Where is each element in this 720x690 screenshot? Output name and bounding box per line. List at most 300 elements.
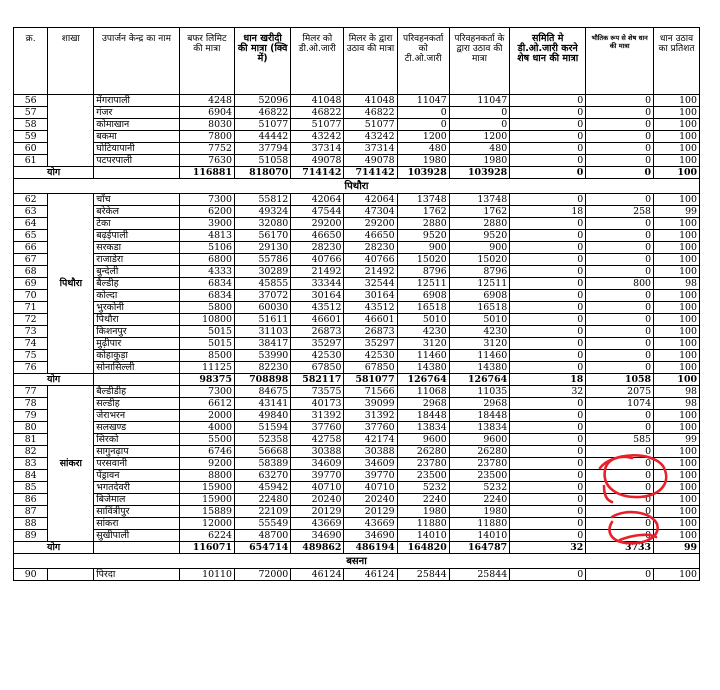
cell-purchase: 84675 bbox=[234, 386, 290, 398]
cell-remaining-do: 0 bbox=[510, 410, 586, 422]
cell-buffer-limit: 7752 bbox=[179, 143, 234, 155]
cell-lifting-percent: 100 bbox=[654, 569, 700, 581]
cell-physical-balance: 0 bbox=[586, 194, 654, 206]
cell-remaining-do: 0 bbox=[510, 482, 586, 494]
cell-transporter-to: 5010 bbox=[397, 314, 449, 326]
table-row bbox=[14, 530, 700, 542]
cell-buffer-limit: 8030 bbox=[179, 119, 234, 131]
cell-serial: 81 bbox=[14, 434, 48, 446]
cell-lifting-percent: 100 bbox=[654, 326, 700, 338]
cell-branch: सांकरा bbox=[48, 386, 94, 542]
table-row bbox=[14, 155, 700, 167]
cell-miller-lifting: 29200 bbox=[344, 218, 397, 230]
cell-serial: 88 bbox=[14, 518, 48, 530]
cell-physical-balance: 0 bbox=[586, 458, 654, 470]
cell-centre: पिरदा bbox=[94, 569, 179, 581]
cell-miller-lifting: 31392 bbox=[344, 410, 397, 422]
cell-physical-balance: 0 bbox=[586, 218, 654, 230]
cell-lifting-percent: 100 bbox=[654, 410, 700, 422]
total-purchase: 818070 bbox=[234, 167, 290, 179]
cell-centre: कोमाखान bbox=[94, 119, 179, 131]
cell-miller-do: 34609 bbox=[291, 458, 344, 470]
cell-lifting-percent: 100 bbox=[654, 230, 700, 242]
cell-purchase: 51611 bbox=[234, 314, 290, 326]
cell-serial: 72 bbox=[14, 314, 48, 326]
cell-transporter-lifting: 0 bbox=[449, 107, 509, 119]
cell-remaining-do: 0 bbox=[510, 254, 586, 266]
cell-miller-lifting: 46822 bbox=[344, 107, 397, 119]
table-row bbox=[14, 302, 700, 314]
cell-remaining-do: 0 bbox=[510, 107, 586, 119]
cell-remaining-do: 0 bbox=[510, 362, 586, 374]
cell-miller-lifting: 35297 bbox=[344, 338, 397, 350]
cell-buffer-limit: 11125 bbox=[179, 362, 234, 374]
cell-serial: 74 bbox=[14, 338, 48, 350]
cell-miller-lifting: 39099 bbox=[344, 398, 397, 410]
cell-miller-lifting: 20129 bbox=[344, 506, 397, 518]
cell-centre: पेंड्रावन bbox=[94, 470, 179, 482]
cell-serial: 73 bbox=[14, 326, 48, 338]
cell-physical-balance: 0 bbox=[586, 314, 654, 326]
cell-physical-balance: 0 bbox=[586, 95, 654, 107]
table-row bbox=[14, 206, 700, 218]
cell-physical-balance: 0 bbox=[586, 326, 654, 338]
cell-miller-lifting: 37760 bbox=[344, 422, 397, 434]
table-row bbox=[14, 107, 700, 119]
cell-lifting-percent: 100 bbox=[654, 266, 700, 278]
cell-transporter-lifting: 25844 bbox=[449, 569, 509, 581]
cell-lifting-percent: 100 bbox=[654, 119, 700, 131]
cell-transporter-lifting: 1200 bbox=[449, 131, 509, 143]
table-row bbox=[14, 470, 700, 482]
total-miller-lifting: 486194 bbox=[344, 542, 397, 554]
table-row bbox=[14, 254, 700, 266]
cell-transporter-to: 25844 bbox=[397, 569, 449, 581]
cell-transporter-to: 1200 bbox=[397, 131, 449, 143]
cell-miller-do: 51077 bbox=[291, 119, 344, 131]
cell-miller-lifting: 46601 bbox=[344, 314, 397, 326]
cell-transporter-to: 11460 bbox=[397, 350, 449, 362]
cell-buffer-limit: 3900 bbox=[179, 218, 234, 230]
cell-miller-do: 34690 bbox=[291, 530, 344, 542]
table-row bbox=[14, 230, 700, 242]
total-transporter-lifting: 103928 bbox=[449, 167, 509, 179]
cell-purchase: 46822 bbox=[234, 107, 290, 119]
table-row bbox=[14, 131, 700, 143]
total-blank bbox=[94, 167, 179, 179]
cell-buffer-limit: 5015 bbox=[179, 326, 234, 338]
cell-buffer-limit: 6904 bbox=[179, 107, 234, 119]
cell-transporter-lifting: 26280 bbox=[449, 446, 509, 458]
col-header-buffer-limit: बफर लिमिट की मात्रा bbox=[179, 28, 234, 95]
cell-purchase: 51058 bbox=[234, 155, 290, 167]
cell-serial: 68 bbox=[14, 266, 48, 278]
table-row bbox=[14, 119, 700, 131]
cell-physical-balance: 0 bbox=[586, 362, 654, 374]
cell-transporter-lifting: 13748 bbox=[449, 194, 509, 206]
cell-transporter-to: 15020 bbox=[397, 254, 449, 266]
cell-transporter-to: 9520 bbox=[397, 230, 449, 242]
cell-remaining-do: 0 bbox=[510, 290, 586, 302]
cell-lifting-percent: 98 bbox=[654, 386, 700, 398]
table-row bbox=[14, 362, 700, 374]
cell-lifting-percent: 100 bbox=[654, 518, 700, 530]
cell-transporter-to: 900 bbox=[397, 242, 449, 254]
cell-transporter-to: 18448 bbox=[397, 410, 449, 422]
cell-miller-do: 42758 bbox=[291, 434, 344, 446]
cell-purchase: 72000 bbox=[234, 569, 290, 581]
cell-miller-lifting: 46650 bbox=[344, 230, 397, 242]
total-miller-do: 489862 bbox=[291, 542, 344, 554]
cell-centre: सलखण्ड bbox=[94, 422, 179, 434]
cell-centre: सरकडा bbox=[94, 242, 179, 254]
cell-transporter-to: 11880 bbox=[397, 518, 449, 530]
cell-physical-balance: 0 bbox=[586, 302, 654, 314]
cell-miller-lifting: 71566 bbox=[344, 386, 397, 398]
cell-physical-balance: 800 bbox=[586, 278, 654, 290]
cell-centre: मुढ़ीपार bbox=[94, 338, 179, 350]
cell-transporter-lifting: 11460 bbox=[449, 350, 509, 362]
cell-transporter-lifting: 2240 bbox=[449, 494, 509, 506]
cell-transporter-to: 1980 bbox=[397, 506, 449, 518]
table-header bbox=[14, 28, 700, 95]
cell-remaining-do: 0 bbox=[510, 458, 586, 470]
total-miller-lifting: 714142 bbox=[344, 167, 397, 179]
table-row bbox=[14, 446, 700, 458]
cell-purchase: 82230 bbox=[234, 362, 290, 374]
cell-transporter-lifting: 9600 bbox=[449, 434, 509, 446]
cell-buffer-limit: 6612 bbox=[179, 398, 234, 410]
cell-physical-balance: 0 bbox=[586, 155, 654, 167]
cell-lifting-percent: 100 bbox=[654, 155, 700, 167]
cell-purchase: 45942 bbox=[234, 482, 290, 494]
cell-centre: परसवानी bbox=[94, 458, 179, 470]
cell-purchase: 38417 bbox=[234, 338, 290, 350]
cell-miller-do: 33344 bbox=[291, 278, 344, 290]
cell-remaining-do: 18 bbox=[510, 206, 586, 218]
cell-buffer-limit: 5106 bbox=[179, 242, 234, 254]
cell-transporter-lifting: 3120 bbox=[449, 338, 509, 350]
cell-physical-balance: 0 bbox=[586, 242, 654, 254]
cell-miller-lifting: 42174 bbox=[344, 434, 397, 446]
cell-transporter-to: 9600 bbox=[397, 434, 449, 446]
cell-buffer-limit: 7300 bbox=[179, 386, 234, 398]
cell-remaining-do: 0 bbox=[510, 434, 586, 446]
cell-centre: भुरकोनी bbox=[94, 302, 179, 314]
cell-branch: पिथौरा bbox=[48, 194, 94, 374]
cell-centre: घोटियापानी bbox=[94, 143, 179, 155]
cell-purchase: 52096 bbox=[234, 95, 290, 107]
cell-purchase: 58389 bbox=[234, 458, 290, 470]
section-title: बसना bbox=[14, 554, 700, 569]
total-remaining-do: 18 bbox=[510, 374, 586, 386]
cell-transporter-to: 14010 bbox=[397, 530, 449, 542]
cell-purchase: 31103 bbox=[234, 326, 290, 338]
total-physical-balance: 3733 bbox=[586, 542, 654, 554]
cell-buffer-limit: 6224 bbox=[179, 530, 234, 542]
cell-branch bbox=[48, 569, 94, 581]
cell-lifting-percent: 100 bbox=[654, 446, 700, 458]
cell-serial: 76 bbox=[14, 362, 48, 374]
cell-buffer-limit: 7800 bbox=[179, 131, 234, 143]
cell-transporter-to: 12511 bbox=[397, 278, 449, 290]
cell-serial: 75 bbox=[14, 350, 48, 362]
table-row bbox=[14, 218, 700, 230]
total-buffer-limit: 116071 bbox=[179, 542, 234, 554]
cell-buffer-limit: 7300 bbox=[179, 194, 234, 206]
cell-physical-balance: 0 bbox=[586, 422, 654, 434]
cell-miller-lifting: 40766 bbox=[344, 254, 397, 266]
cell-serial: 82 bbox=[14, 446, 48, 458]
cell-lifting-percent: 100 bbox=[654, 362, 700, 374]
cell-buffer-limit: 12000 bbox=[179, 518, 234, 530]
cell-miller-do: 42530 bbox=[291, 350, 344, 362]
cell-miller-do: 21492 bbox=[291, 266, 344, 278]
cell-buffer-limit: 10800 bbox=[179, 314, 234, 326]
cell-transporter-lifting: 14380 bbox=[449, 362, 509, 374]
cell-serial: 57 bbox=[14, 107, 48, 119]
col-header-transporter-lifting: परिवहनकर्ता के द्वारा उठाव की मात्रा bbox=[449, 28, 509, 95]
cell-lifting-percent: 99 bbox=[654, 434, 700, 446]
cell-purchase: 51594 bbox=[234, 422, 290, 434]
cell-purchase: 55549 bbox=[234, 518, 290, 530]
cell-remaining-do: 0 bbox=[510, 194, 586, 206]
cell-serial: 67 bbox=[14, 254, 48, 266]
cell-lifting-percent: 100 bbox=[654, 242, 700, 254]
cell-miller-do: 39770 bbox=[291, 470, 344, 482]
total-transporter-lifting: 164787 bbox=[449, 542, 509, 554]
cell-purchase: 56170 bbox=[234, 230, 290, 242]
cell-serial: 86 bbox=[14, 494, 48, 506]
cell-transporter-lifting: 1762 bbox=[449, 206, 509, 218]
cell-remaining-do: 0 bbox=[510, 242, 586, 254]
cell-miller-lifting: 34609 bbox=[344, 458, 397, 470]
cell-miller-do: 43242 bbox=[291, 131, 344, 143]
cell-transporter-lifting: 11047 bbox=[449, 95, 509, 107]
cell-remaining-do: 0 bbox=[510, 530, 586, 542]
cell-serial: 69 bbox=[14, 278, 48, 290]
cell-physical-balance: 0 bbox=[586, 290, 654, 302]
cell-serial: 65 bbox=[14, 230, 48, 242]
cell-centre: बकमा bbox=[94, 131, 179, 143]
cell-transporter-to: 6908 bbox=[397, 290, 449, 302]
total-remaining-do: 0 bbox=[510, 167, 586, 179]
section-header-row bbox=[14, 554, 700, 569]
cell-miller-lifting: 46124 bbox=[344, 569, 397, 581]
cell-miller-do: 67850 bbox=[291, 362, 344, 374]
cell-transporter-lifting: 2880 bbox=[449, 218, 509, 230]
cell-remaining-do: 0 bbox=[510, 422, 586, 434]
total-buffer-limit: 98375 bbox=[179, 374, 234, 386]
total-row bbox=[14, 542, 700, 554]
cell-transporter-to: 16518 bbox=[397, 302, 449, 314]
total-miller-do: 714142 bbox=[291, 167, 344, 179]
cell-miller-lifting: 67850 bbox=[344, 362, 397, 374]
cell-transporter-lifting: 14010 bbox=[449, 530, 509, 542]
paddy-procurement-table bbox=[13, 27, 700, 581]
cell-serial: 59 bbox=[14, 131, 48, 143]
cell-purchase: 37072 bbox=[234, 290, 290, 302]
cell-purchase: 48700 bbox=[234, 530, 290, 542]
cell-miller-lifting: 42064 bbox=[344, 194, 397, 206]
cell-purchase: 29130 bbox=[234, 242, 290, 254]
cell-miller-lifting: 43242 bbox=[344, 131, 397, 143]
cell-buffer-limit: 4000 bbox=[179, 422, 234, 434]
cell-lifting-percent: 100 bbox=[654, 350, 700, 362]
cell-centre: पटपरपाली bbox=[94, 155, 179, 167]
cell-transporter-to: 26280 bbox=[397, 446, 449, 458]
table-row bbox=[14, 506, 700, 518]
cell-transporter-lifting: 1980 bbox=[449, 155, 509, 167]
cell-buffer-limit: 2000 bbox=[179, 410, 234, 422]
cell-transporter-lifting: 900 bbox=[449, 242, 509, 254]
cell-remaining-do: 0 bbox=[510, 314, 586, 326]
cell-miller-lifting: 37314 bbox=[344, 143, 397, 155]
cell-remaining-do: 0 bbox=[510, 350, 586, 362]
col-header-centre: उपार्जन केन्द्र का नाम bbox=[94, 28, 179, 95]
cell-remaining-do: 0 bbox=[510, 95, 586, 107]
cell-purchase: 44442 bbox=[234, 131, 290, 143]
cell-transporter-lifting: 9520 bbox=[449, 230, 509, 242]
cell-physical-balance: 0 bbox=[586, 119, 654, 131]
cell-physical-balance: 1074 bbox=[586, 398, 654, 410]
cell-centre: भगतदेवरी bbox=[94, 482, 179, 494]
cell-buffer-limit: 6200 bbox=[179, 206, 234, 218]
col-header-serial: क्र. bbox=[14, 28, 48, 95]
cell-centre: बढ़ईपाली bbox=[94, 230, 179, 242]
table-row bbox=[14, 422, 700, 434]
cell-purchase: 51077 bbox=[234, 119, 290, 131]
cell-physical-balance: 0 bbox=[586, 470, 654, 482]
cell-transporter-lifting: 0 bbox=[449, 119, 509, 131]
cell-remaining-do: 32 bbox=[510, 386, 586, 398]
cell-centre: सागुनढ़ाप bbox=[94, 446, 179, 458]
cell-lifting-percent: 100 bbox=[654, 290, 700, 302]
document-page bbox=[13, 27, 700, 581]
table-row bbox=[14, 314, 700, 326]
cell-miller-do: 30164 bbox=[291, 290, 344, 302]
cell-miller-lifting: 39770 bbox=[344, 470, 397, 482]
cell-serial: 83 bbox=[14, 458, 48, 470]
cell-transporter-to: 0 bbox=[397, 107, 449, 119]
section-header-row bbox=[14, 179, 700, 194]
table-row bbox=[14, 398, 700, 410]
cell-miller-do: 73575 bbox=[291, 386, 344, 398]
cell-transporter-to: 23780 bbox=[397, 458, 449, 470]
cell-serial: 66 bbox=[14, 242, 48, 254]
col-header-physical-balance: भौतिक रूप से शेष धान की मात्रा bbox=[586, 28, 654, 95]
cell-physical-balance: 0 bbox=[586, 506, 654, 518]
cell-miller-do: 26873 bbox=[291, 326, 344, 338]
cell-transporter-to: 2880 bbox=[397, 218, 449, 230]
cell-miller-lifting: 42530 bbox=[344, 350, 397, 362]
total-row bbox=[14, 167, 700, 179]
cell-lifting-percent: 100 bbox=[654, 494, 700, 506]
table-row bbox=[14, 326, 700, 338]
table-row bbox=[14, 95, 700, 107]
cell-purchase: 49324 bbox=[234, 206, 290, 218]
cell-transporter-lifting: 13834 bbox=[449, 422, 509, 434]
cell-serial: 80 bbox=[14, 422, 48, 434]
total-physical-balance: 1058 bbox=[586, 374, 654, 386]
cell-miller-lifting: 49078 bbox=[344, 155, 397, 167]
cell-serial: 64 bbox=[14, 218, 48, 230]
cell-transporter-to: 2240 bbox=[397, 494, 449, 506]
cell-transporter-to: 8796 bbox=[397, 266, 449, 278]
cell-lifting-percent: 100 bbox=[654, 194, 700, 206]
cell-miller-do: 43669 bbox=[291, 518, 344, 530]
section-title: पिथौरा bbox=[14, 179, 700, 194]
table-row bbox=[14, 338, 700, 350]
cell-centre: सुखीपाली bbox=[94, 530, 179, 542]
table-row bbox=[14, 350, 700, 362]
cell-physical-balance: 0 bbox=[586, 230, 654, 242]
cell-lifting-percent: 99 bbox=[654, 206, 700, 218]
cell-purchase: 63270 bbox=[234, 470, 290, 482]
cell-buffer-limit: 15889 bbox=[179, 506, 234, 518]
cell-physical-balance: 0 bbox=[586, 266, 654, 278]
cell-transporter-to: 5232 bbox=[397, 482, 449, 494]
total-label: योग bbox=[14, 542, 94, 554]
cell-physical-balance: 585 bbox=[586, 434, 654, 446]
col-header-branch: शाखा bbox=[48, 28, 94, 95]
total-transporter-lifting: 126764 bbox=[449, 374, 509, 386]
cell-buffer-limit: 8800 bbox=[179, 470, 234, 482]
cell-purchase: 22109 bbox=[234, 506, 290, 518]
cell-transporter-lifting: 1980 bbox=[449, 506, 509, 518]
cell-serial: 77 bbox=[14, 386, 48, 398]
cell-remaining-do: 0 bbox=[510, 494, 586, 506]
table-row bbox=[14, 278, 700, 290]
cell-purchase: 32080 bbox=[234, 218, 290, 230]
total-lifting-percent: 99 bbox=[654, 542, 700, 554]
cell-remaining-do: 0 bbox=[510, 338, 586, 350]
cell-serial: 90 bbox=[14, 569, 48, 581]
cell-physical-balance: 0 bbox=[586, 350, 654, 362]
cell-centre: सिरको bbox=[94, 434, 179, 446]
cell-centre: किशनपुर bbox=[94, 326, 179, 338]
cell-transporter-lifting: 6908 bbox=[449, 290, 509, 302]
table-row bbox=[14, 434, 700, 446]
cell-transporter-lifting: 16518 bbox=[449, 302, 509, 314]
cell-buffer-limit: 4248 bbox=[179, 95, 234, 107]
cell-miller-do: 20240 bbox=[291, 494, 344, 506]
cell-purchase: 55786 bbox=[234, 254, 290, 266]
cell-buffer-limit: 7630 bbox=[179, 155, 234, 167]
cell-purchase: 56668 bbox=[234, 446, 290, 458]
cell-miller-lifting: 30164 bbox=[344, 290, 397, 302]
cell-miller-lifting: 26873 bbox=[344, 326, 397, 338]
cell-physical-balance: 0 bbox=[586, 530, 654, 542]
cell-remaining-do: 0 bbox=[510, 155, 586, 167]
cell-serial: 87 bbox=[14, 506, 48, 518]
cell-centre: जेराभरन bbox=[94, 410, 179, 422]
cell-centre: पिथौरा bbox=[94, 314, 179, 326]
cell-serial: 89 bbox=[14, 530, 48, 542]
cell-buffer-limit: 5800 bbox=[179, 302, 234, 314]
cell-buffer-limit: 4813 bbox=[179, 230, 234, 242]
cell-lifting-percent: 100 bbox=[654, 218, 700, 230]
cell-centre: राजाडेरा bbox=[94, 254, 179, 266]
table-body bbox=[14, 95, 700, 581]
cell-serial: 79 bbox=[14, 410, 48, 422]
cell-buffer-limit: 6800 bbox=[179, 254, 234, 266]
cell-transporter-to: 3120 bbox=[397, 338, 449, 350]
table-row bbox=[14, 410, 700, 422]
cell-transporter-to: 0 bbox=[397, 119, 449, 131]
cell-branch bbox=[48, 95, 94, 167]
cell-physical-balance: 0 bbox=[586, 494, 654, 506]
